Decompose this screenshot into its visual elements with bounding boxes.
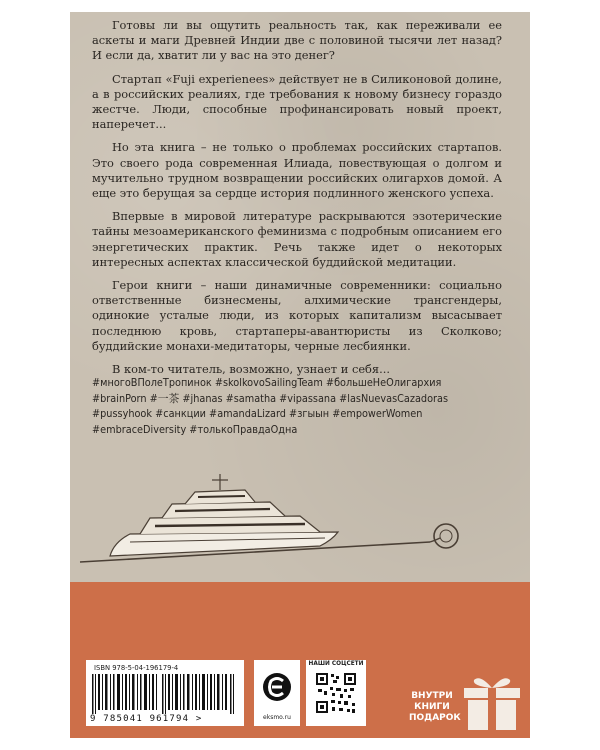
paragraph-1: Готовы ли вы ощутить реальность так, как переживали ее аскеты и маги Древней Индии две с половиной тысячи лет назад? И если да, хватит ли у вас на это денег? [92,18,502,63]
gift-box-icon [460,670,524,732]
barcode-number [90,714,242,724]
publisher-site: eksmo.ru [263,714,291,721]
barcode-bars [92,674,238,714]
barcode-suffix: > [195,714,203,724]
barcode-digits: 9 785041 961794 [90,714,190,724]
gift-line: КНИГИ [414,702,450,712]
yacht-skewer-illustration [70,470,490,580]
hashtag-line: #embraceDiversity #толькоПравдаОдна [92,422,298,436]
hashtag-line: #brainPorn #一茶 #jhanas #samatha #vipassana #lasNuevasCazadoras [92,391,449,405]
gift-line: ПОДАРОК [409,713,461,723]
paragraph-4: Впервые в мировой литературе раскрываются эзотерические тайны мезоамериканского феминизма с подробным описанием его энергетических практик. Речь также идет о некоторых интересных аспектах классической буддийской медитации. [92,209,502,269]
blurb-text [92,18,502,385]
gift-label [409,691,461,724]
qr-code-icon [314,671,358,715]
paragraph-5: Герои книги – наши динамичные современники: социально ответственные бизнесмены, алхимические трансгендеры, одинокие усталые люди, из которых капитализм высасывает последнюю кровь, стартаперы-авантюристы из Сколково; буддийские монахи-медитаторы, черные лесбиянки. [92,278,502,353]
gift-line: ВНУТРИ [411,691,453,701]
hashtag-line: #многоВПолеТропинок #skolkovoSailingTeam #большеНеОлигархия [92,376,442,389]
paragraph-3: Но эта книга – не только о проблемах российских стартапов. Это своего рода современная Илиада, повествующая о долгом и мучительно трудном возвращении российских олигархов домой. А еще это берущая за сердце история подлинного женского успеха. [92,140,502,201]
hashtag-line: #pussyhook #санкции #amandaLizard #згыын #empowerWomen [92,407,423,420]
social-caption: НАШИ СОЦСЕТИ [308,661,364,667]
isbn-label: ISBN 978-5-04-196179-4 [94,664,179,672]
paragraph-2: Стартап «Fuji experienees» действует не в Силиконовой долине, а в российских реалиях, где требования к новому бизнесу гораздо жестче. Люди, способные профинансировать новый проект, наперечет... [92,71,502,132]
eksmo-logo-icon [262,670,292,704]
paragraph-6: В ком-то читатель, возможно, узнает и себя... [112,362,390,377]
hashtags [92,375,502,437]
